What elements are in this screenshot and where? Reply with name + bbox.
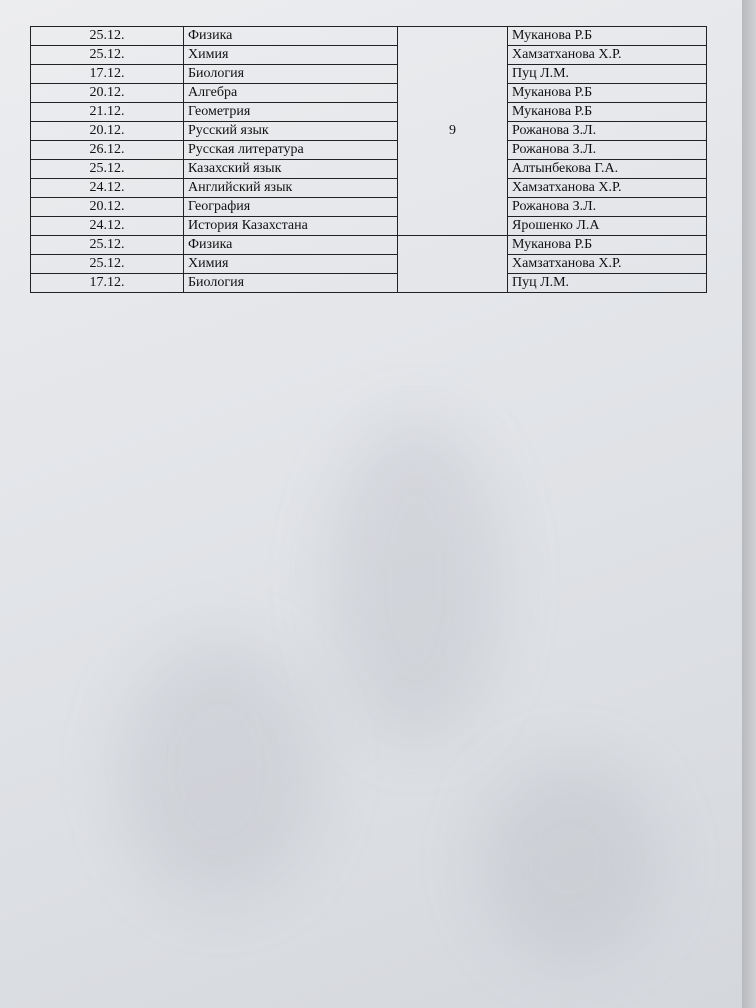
date-cell: 20.12. (31, 122, 184, 141)
date-cell: 17.12. (31, 65, 184, 84)
subject-cell: Химия (184, 255, 398, 274)
table-row (31, 179, 707, 198)
subject-cell: Физика (184, 236, 398, 255)
date-cell: 25.12. (31, 46, 184, 65)
background-edge (742, 0, 756, 1008)
date-cell: 25.12. (31, 160, 184, 179)
subject-cell: Биология (184, 65, 398, 84)
teacher-cell: Рожанова З.Л. (508, 122, 707, 141)
table-row (31, 160, 707, 179)
table-row (31, 122, 707, 141)
date-cell: 21.12. (31, 103, 184, 122)
subject-cell: Химия (184, 46, 398, 65)
subject-cell: Физика (184, 27, 398, 46)
table-row (31, 217, 707, 236)
table-row (31, 198, 707, 217)
table-row (31, 65, 707, 84)
paper-shadow (480, 760, 660, 960)
subject-cell: География (184, 198, 398, 217)
teacher-cell: Муканова Р.Б (508, 236, 707, 255)
paper-shadow (120, 640, 320, 900)
date-cell: 25.12. (31, 255, 184, 274)
table-row (31, 84, 707, 103)
teacher-cell: Ярошенко Л.А (508, 217, 707, 236)
subject-cell: Русский язык (184, 122, 398, 141)
teacher-cell: Хамзатханова Х.Р. (508, 179, 707, 198)
subject-cell: Английский язык (184, 179, 398, 198)
teacher-cell: Муканова Р.Б (508, 27, 707, 46)
date-cell: 17.12. (31, 274, 184, 293)
class-number-cell-empty (398, 236, 508, 293)
table-row (31, 46, 707, 65)
teacher-cell: Алтынбекова Г.А. (508, 160, 707, 179)
table-row (31, 236, 707, 255)
date-cell: 20.12. (31, 84, 184, 103)
table-row (31, 141, 707, 160)
date-cell: 24.12. (31, 179, 184, 198)
subject-cell: Казахский язык (184, 160, 398, 179)
table-row (31, 27, 707, 46)
teacher-cell: Рожанова З.Л. (508, 198, 707, 217)
subject-cell: Биология (184, 274, 398, 293)
table-row (31, 103, 707, 122)
paper-shadow (330, 420, 500, 740)
date-cell: 25.12. (31, 27, 184, 46)
table-body (31, 27, 707, 293)
date-cell: 20.12. (31, 198, 184, 217)
teacher-cell: Муканова Р.Б (508, 103, 707, 122)
teacher-cell: Пуц Л.М. (508, 65, 707, 84)
exam-schedule-table (30, 26, 707, 293)
date-cell: 24.12. (31, 217, 184, 236)
date-cell: 25.12. (31, 236, 184, 255)
subject-cell: Русская литература (184, 141, 398, 160)
subject-cell: Геометрия (184, 103, 398, 122)
teacher-cell: Пуц Л.М. (508, 274, 707, 293)
teacher-cell: Муканова Р.Б (508, 84, 707, 103)
teacher-cell: Хамзатханова Х.Р. (508, 46, 707, 65)
date-cell: 26.12. (31, 141, 184, 160)
teacher-cell: Рожанова З.Л. (508, 141, 707, 160)
table-row (31, 255, 707, 274)
teacher-cell: Хамзатханова Х.Р. (508, 255, 707, 274)
subject-cell: Алгебра (184, 84, 398, 103)
table-row (31, 274, 707, 293)
class-number-cell: 9 (398, 27, 508, 236)
subject-cell: История Казахстана (184, 217, 398, 236)
